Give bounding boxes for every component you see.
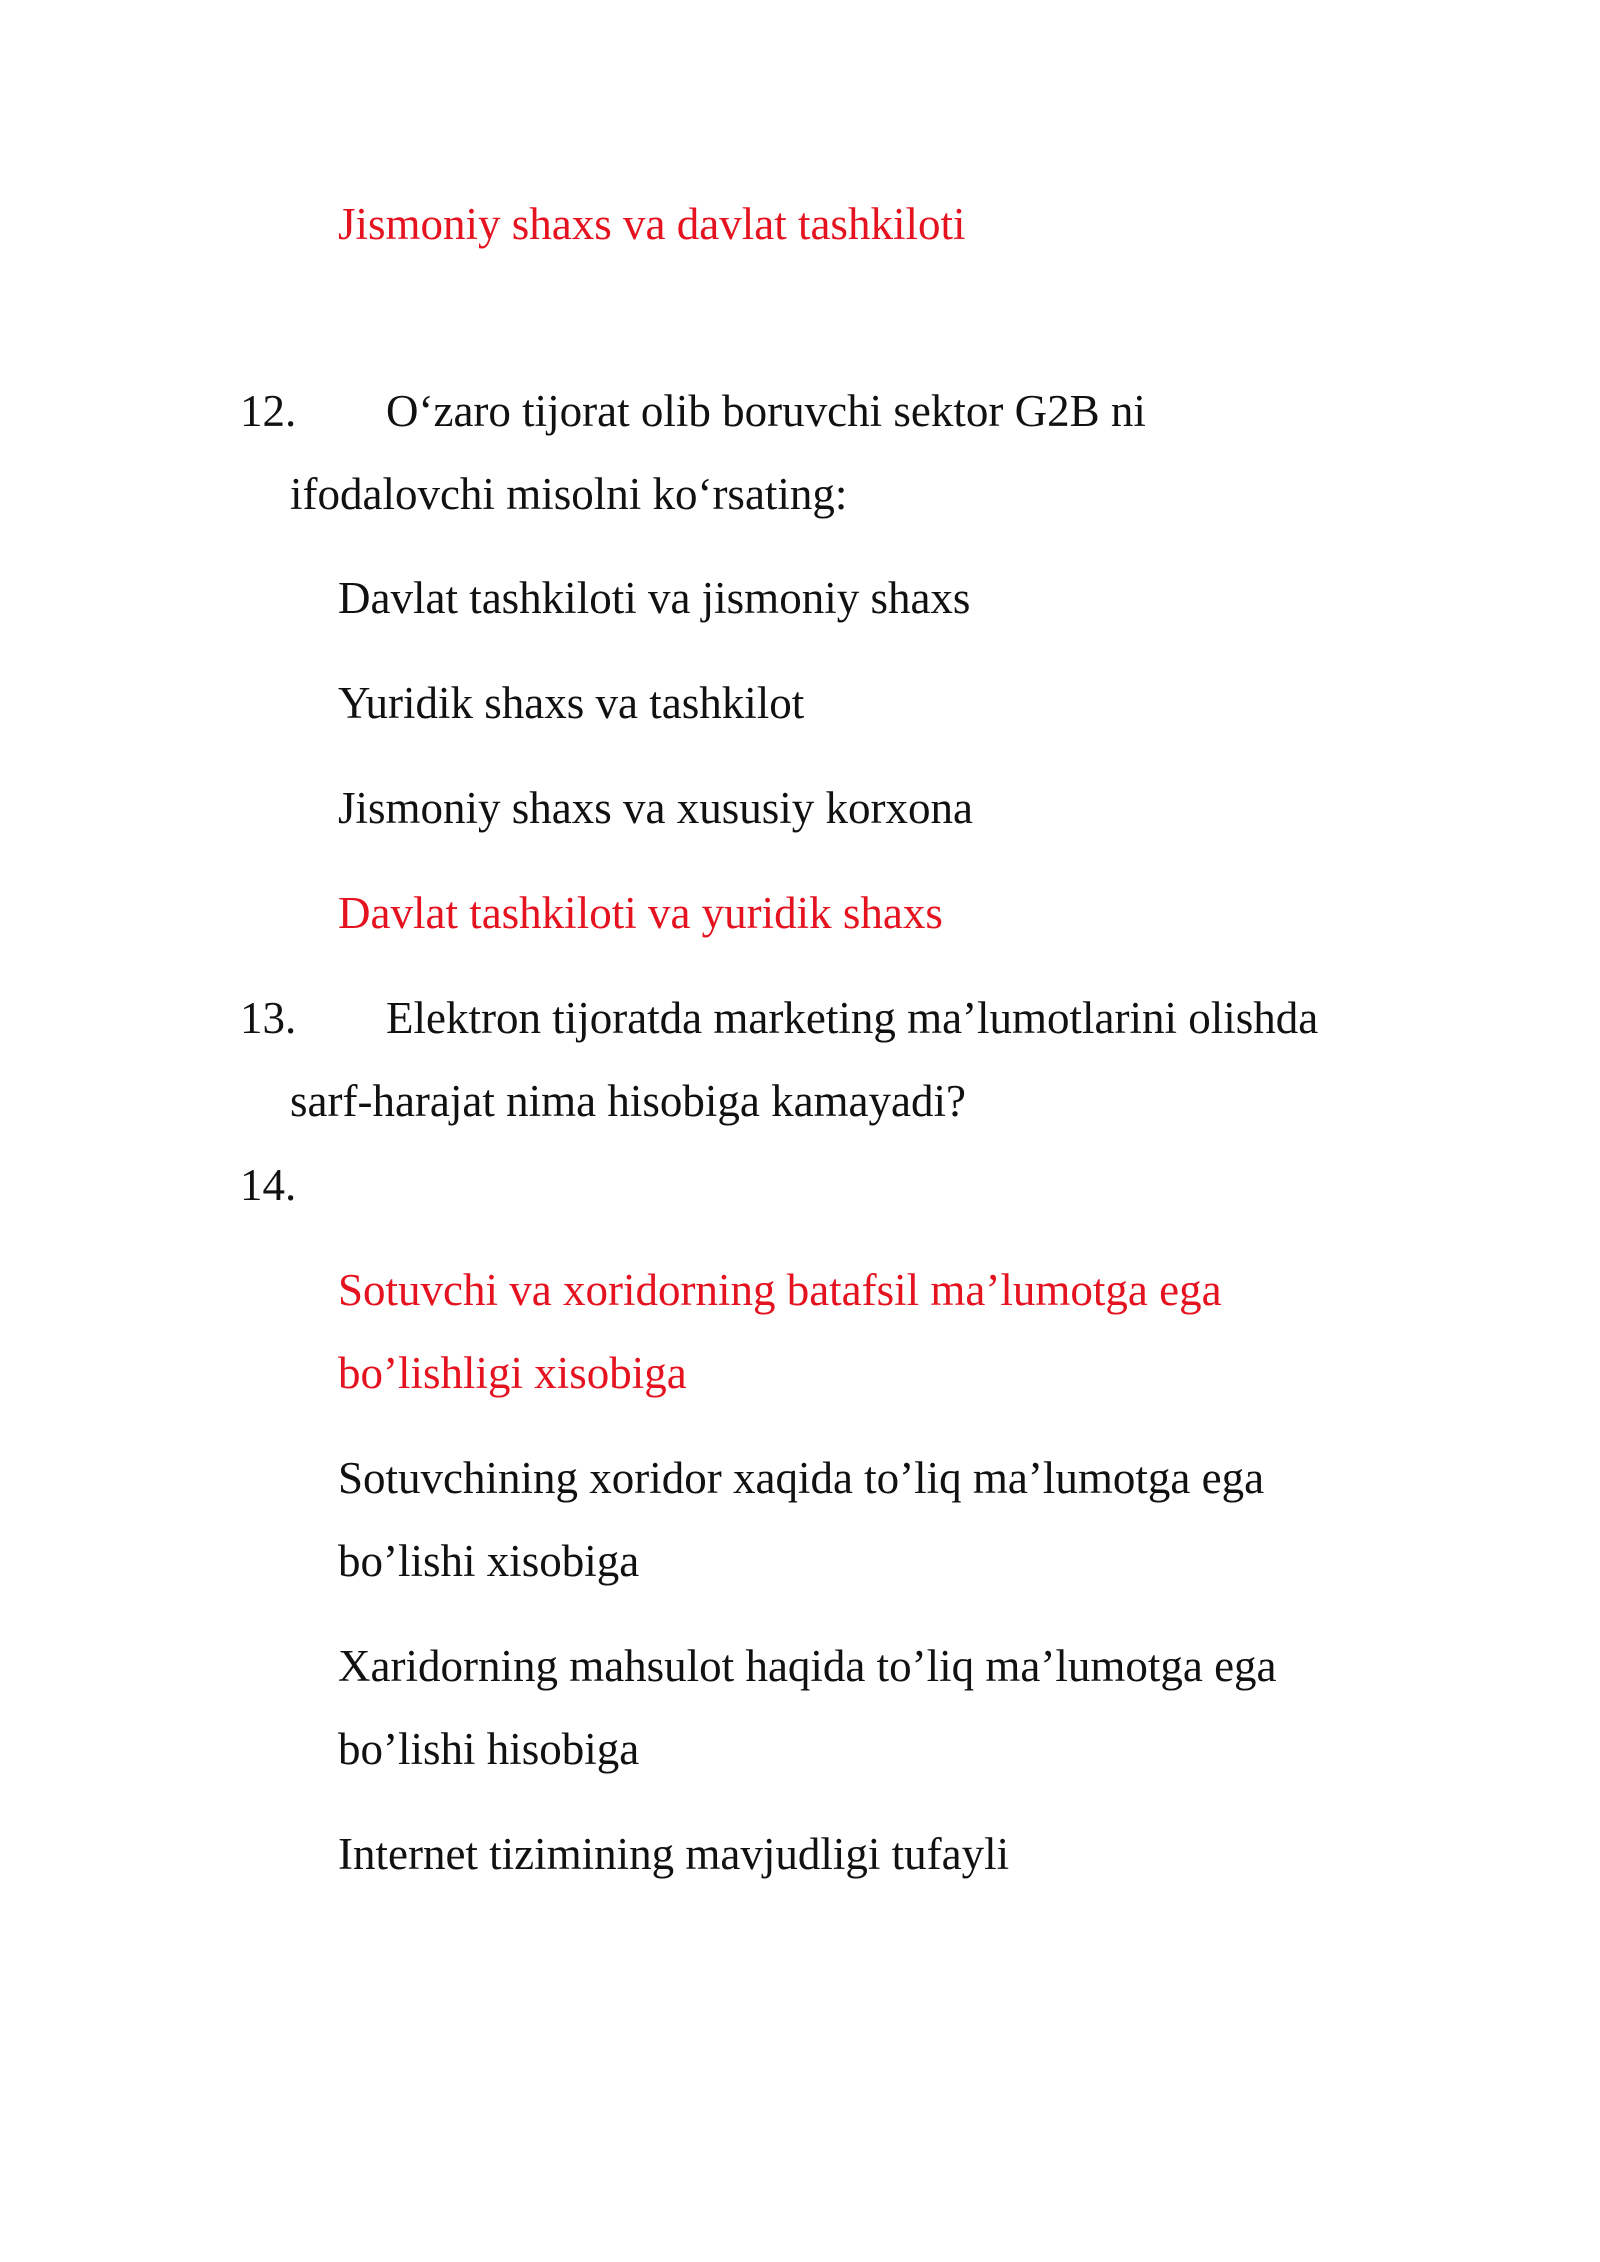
question-14-number: 14. <box>240 1160 297 1210</box>
question-14-option-1-line2-correct: bo’lishligi xisobiga <box>338 1348 687 1398</box>
question-12-option-1: Davlat tashkiloti va jismoniy shaxs <box>338 573 971 623</box>
question-13-text-line2: sarf-harajat nima hisobiga kamayadi? <box>290 1076 966 1126</box>
question-12-option-3: Jismoniy shaxs va xususiy korxona <box>338 783 973 833</box>
question-14-option-3-line2: bo’lishi hisobiga <box>338 1724 640 1774</box>
question-13-text-line1: Elektron tijoratda marketing ma’lumotlarini olishda <box>386 993 1319 1043</box>
question-12-number: 12. <box>240 386 297 436</box>
question-14-option-4: Internet tizimining mavjudligi tufayli <box>338 1829 1010 1879</box>
question-12-text-line2: ifodalovchi misolni ko‘rsating: <box>290 469 848 519</box>
question-14-option-2-line2: bo’lishi xisobiga <box>338 1536 640 1586</box>
question-14-option-1-line1-correct: Sotuvchi va xoridorning batafsil ma’lumotga ega <box>338 1265 1222 1315</box>
question-14-option-2-line1: Sotuvchining xoridor xaqida to’liq ma’lumotga ega <box>338 1453 1265 1503</box>
previous-correct-answer: Jismoniy shaxs va davlat tashkiloti <box>338 199 966 249</box>
question-12-option-4-correct: Davlat tashkiloti va yuridik shaxs <box>338 888 943 938</box>
question-12-option-2: Yuridik shaxs va tashkilot <box>338 678 805 728</box>
question-12-text-line1: O‘zaro tijorat olib boruvchi sektor G2B ni <box>386 386 1146 436</box>
question-13-number: 13. <box>240 993 297 1043</box>
question-14-option-3-line1: Xaridorning mahsulot haqida to’liq ma’lumotga ega <box>338 1641 1277 1691</box>
